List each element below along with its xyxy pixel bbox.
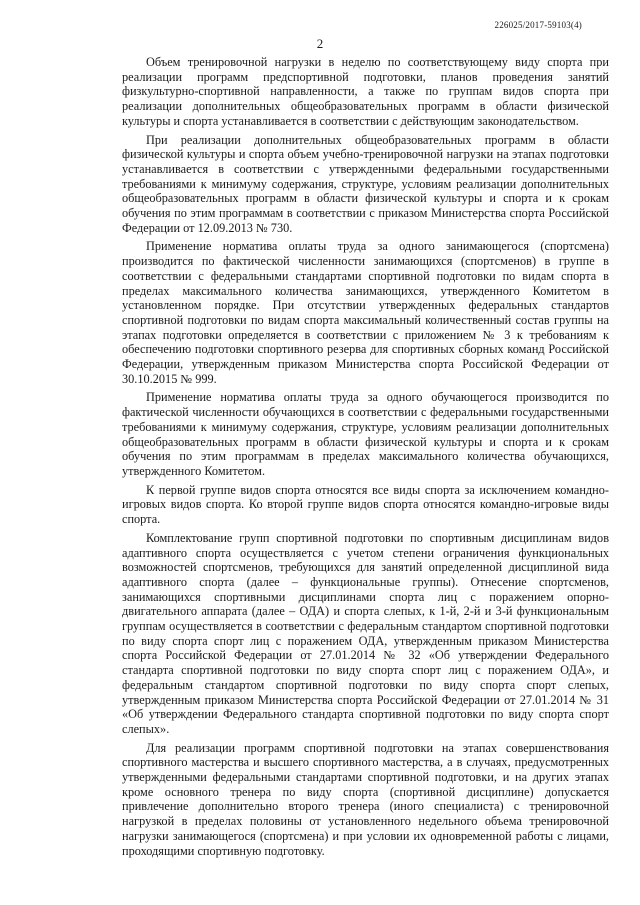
page-number: 2 [316, 36, 324, 51]
paragraph: Применение норматива оплаты труда за одного обучающегося производится по фактической численности обучающихся в соответствии с федеральными государственными требованиями к минимуму содержания, структуре, условиям реализации дополнительных общеобразовательных программ в области физической культуры и спорта и к срокам обучения по этим программам в пределах максимального количества обучающихся, утвержденного Комитетом. [122, 390, 609, 478]
paragraph: При реализации дополнительных общеобразовательных программ в области физической культуры и спорта объем учебно-тренировочной нагрузки на этапах подготовки устанавливается в соответствии с утвержденными федеральными государственными требованиями к минимуму содержания, структуре, условиям реализации дополнительных общеобразовательных программ в области физической культуры и спорта и к срокам обучения по этим программам в соответствии с приказом Министерства спорта Российской Федерации от 12.09.2013 № 730. [122, 132, 609, 235]
paragraph: Для реализации программ спортивной подготовки на этапах совершенствования спортивного мастерства и высшего спортивного мастерства, а в случаях, предусмотренных утвержденными федеральными стандартами спортивной подготовки, и на других этапах кроме основного тренера по виду спорта (спортивной дисциплине) допускается привлечение дополнительно второго тренера (иного специалиста) с тренировочной нагрузкой в пределах половины от установленного недельного объема тренировочной нагрузки занимающегося (спортсмена) и при условии их одновременной работы с лицами, проходящими спортивную подготовку. [122, 740, 609, 858]
paragraph: Объем тренировочной нагрузки в неделю по соответствующему виду спорта при реализации программ предспортивной подготовки, планов проведения занятий физкультурно-спортивной направленности, а также по группам видов спорта при реализации дополнительных общеобразовательных программ в области физической культуры и спорта устанавливается в соответствии с действующим законодательством. [122, 55, 609, 128]
document-body [122, 55, 609, 862]
paragraph: Комплектование групп спортивной подготовки по спортивным дисциплинам видов адаптивного спорта осуществляется с учетом степени ограничения функциональных возможностей спортсменов, требующихся для занятий определенной дисциплиной вида адаптивного спорта (далее – функциональные группы). Отнесение спортсменов, занимающихся спортивными дисциплинами спорта лиц с поражением опорно-двигательного аппарата (далее – ОДА) и спорта слепых, к 1-й, 2-й и 3-й функциональным группам осуществляется в соответствии с федеральным стандартом спортивной подготовки по виду спорта спорт лиц с поражением ОДА, утвержденным приказом Министерства спорта Российской Федерации от 27.01.2014 № 32 «Об утверждении Федерального стандарта спортивной подготовки по виду спорта спорт лиц с поражением ОДА», и федеральным стандартом спортивной подготовки по виду спорта спорт слепых, утвержденным приказом Министерства спорта Российской Федерации от 27.01.2014 № 31 «Об утверждении Федерального стандарта спортивной подготовки по виду спорта спорт слепых». [122, 530, 609, 736]
paragraph: К первой группе видов спорта относятся все виды спорта за исключением командно-игровых видов спорта. Ко второй группе видов спорта относятся командно-игровые виды спорта. [122, 482, 609, 527]
document-id: 226025/2017-59103(4) [494, 20, 582, 30]
paragraph: Применение норматива оплаты труда за одного занимающегося (спортсмена) производится по фактической численности занимающихся (спортсменов) в группе в соответствии с федеральными стандартами спортивной подготовки по видам спорта в пределах максимального количества занимающихся, утвержденного Комитетом в установленном порядке. При отсутствии утвержденных федеральных стандартов спортивной подготовки по видам спорта максимальный количественный состав группы на этапах подготовки определяется в соответствии с приложением № 3 к требованиям к обеспечению подготовки спортивного резерва для спортивных сборных команд Российской Федерации, утвержденным приказом Министерства спорта Российской Федерации от 30.10.2015 № 999. [122, 239, 609, 386]
